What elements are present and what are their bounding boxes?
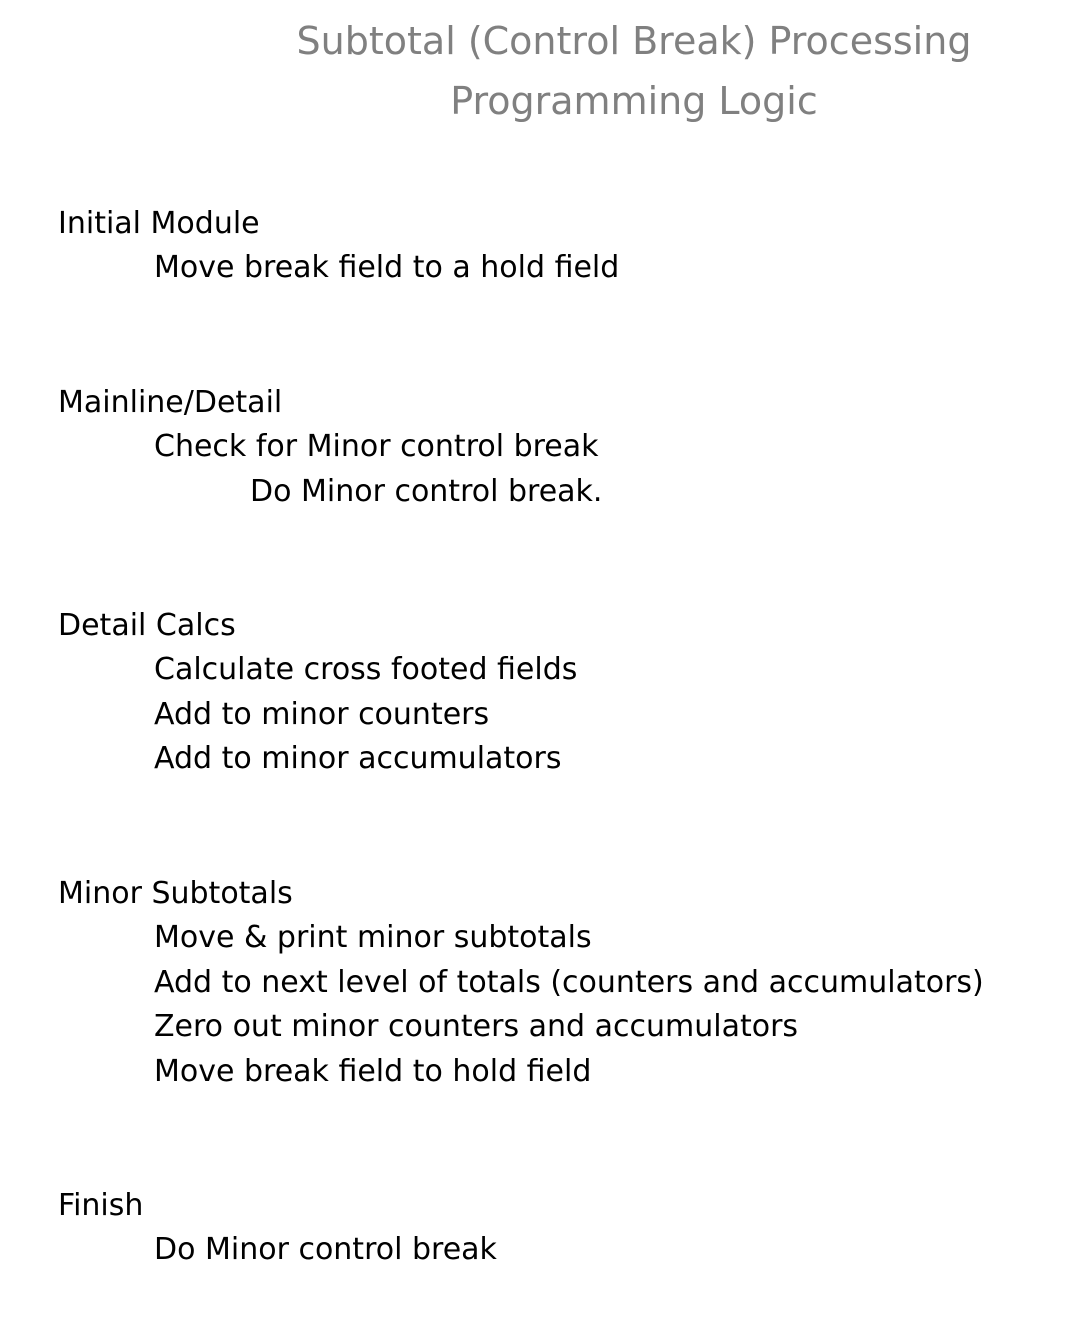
step-line: Move & print minor subtotals [154,920,592,955]
step-line: Add to minor accumulators [154,741,562,776]
step-line: Move break field to hold field [154,1053,592,1089]
step-line: Calculate cross footed fields [154,652,578,687]
step-line: Add to minor counters [154,696,490,732]
section-finish [58,1188,1078,1277]
step-line: Add to next level of totals (counters and accumulators) [154,964,984,1000]
section-heading: Detail Calcs [58,608,236,643]
section-heading: Initial Module [58,206,260,241]
step-line: Move break field to a hold field [154,250,620,285]
step-line: Zero out minor counters and accumulators [154,1009,799,1044]
section-detail-calcs [58,608,1078,786]
title-line-2: Programming Logic [450,79,818,123]
section-heading: Minor Subtotals [58,876,293,911]
section-mainline-detail [58,385,1078,518]
section-initial-module [58,206,1078,295]
step-line: Check for Minor control break [154,429,599,464]
section-heading: Mainline/Detail [58,385,283,420]
step-line: Do Minor control break. [250,473,603,509]
title-line-1: Subtotal (Control Break) Processing [296,19,972,63]
section-minor-subtotals [58,876,1078,1098]
section-heading: Finish [58,1188,144,1223]
step-line: Do Minor control break [154,1232,497,1267]
